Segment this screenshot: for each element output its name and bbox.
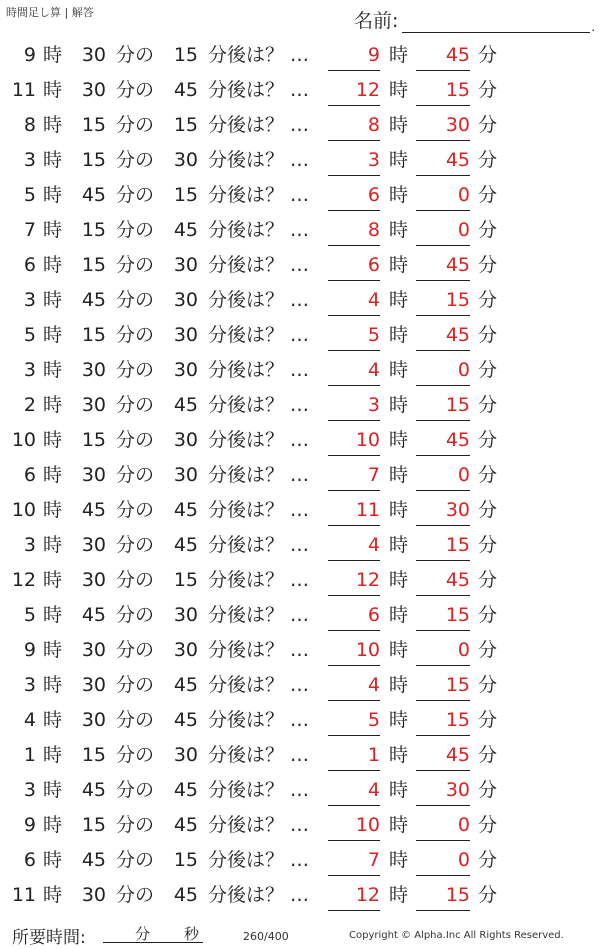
start-minute: 30: [81, 394, 106, 416]
start-minute: 15: [81, 814, 106, 836]
answer-minute-label: 分: [478, 534, 498, 556]
problem-row: [0, 493, 600, 528]
question-tail-label: 分後は？ …: [208, 149, 310, 171]
answer-hour[interactable]: 4: [328, 778, 380, 806]
hour-label: 時: [43, 604, 63, 626]
question-tail-label: 分後は？ …: [208, 44, 310, 66]
answer-minute-label: 分: [478, 849, 498, 871]
question-tail-label: 分後は？ …: [208, 604, 310, 626]
answer-minute-label: 分: [478, 779, 498, 801]
question-tail-label: 分後は？ …: [208, 79, 310, 101]
question-tail-label: 分後は？ …: [208, 744, 310, 766]
start-minute: 45: [81, 499, 106, 521]
answer-hour-label: 時: [389, 499, 409, 521]
question-tail-label: 分後は？ …: [208, 464, 310, 486]
problem-row: [0, 598, 600, 633]
answer-hour[interactable]: 5: [328, 708, 380, 736]
hour-label: 時: [43, 849, 63, 871]
answer-hour[interactable]: 10: [328, 638, 380, 666]
added-minutes: 45: [173, 814, 198, 836]
answer-hour-label: 時: [389, 534, 409, 556]
added-minutes: 15: [173, 114, 198, 136]
answer-minute[interactable]: 45: [416, 568, 470, 596]
start-hour: 11: [11, 884, 36, 906]
answer-hour[interactable]: 12: [328, 568, 380, 596]
answer-minute[interactable]: 15: [416, 603, 470, 631]
answer-minute[interactable]: 0: [416, 848, 470, 876]
elapsed-seconds-unit: 秒: [184, 925, 200, 943]
answer-minute[interactable]: 0: [416, 638, 470, 666]
minute-of-label: 分の: [116, 394, 155, 416]
start-hour: 3: [23, 674, 36, 696]
answer-minute-label: 分: [478, 254, 498, 276]
answer-minute-label: 分: [478, 814, 498, 836]
start-minute: 45: [81, 289, 106, 311]
answer-minute-label: 分: [478, 79, 498, 101]
start-hour: 3: [23, 534, 36, 556]
answer-hour[interactable]: 5: [328, 323, 380, 351]
start-minute: 45: [81, 604, 106, 626]
answer-hour-label: 時: [389, 744, 409, 766]
question-tail-label: 分後は？ …: [208, 324, 310, 346]
minute-of-label: 分の: [116, 814, 155, 836]
minute-of-label: 分の: [116, 884, 155, 906]
answer-minute-label: 分: [478, 324, 498, 346]
start-hour: 7: [23, 219, 36, 241]
worksheet-title: 時間足し算 | 解答: [6, 6, 94, 19]
hour-label: 時: [43, 184, 63, 206]
added-minutes: 30: [173, 639, 198, 661]
added-minutes: 45: [173, 779, 198, 801]
answer-minute[interactable]: 15: [416, 533, 470, 561]
added-minutes: 30: [173, 289, 198, 311]
start-hour: 8: [23, 114, 36, 136]
problem-row: [0, 318, 600, 353]
answer-hour[interactable]: 9: [328, 43, 380, 71]
answer-hour-label: 時: [389, 289, 409, 311]
added-minutes: 45: [173, 884, 198, 906]
added-minutes: 45: [173, 534, 198, 556]
answer-hour-label: 時: [389, 184, 409, 206]
answer-minute[interactable]: 0: [416, 183, 470, 211]
minute-of-label: 分の: [116, 499, 155, 521]
answer-minute[interactable]: 15: [416, 708, 470, 736]
problem-row: [0, 528, 600, 563]
question-tail-label: 分後は？ …: [208, 849, 310, 871]
start-hour: 5: [23, 324, 36, 346]
answer-minute-label: 分: [478, 464, 498, 486]
minute-of-label: 分の: [116, 464, 155, 486]
problem-row: [0, 423, 600, 458]
question-tail-label: 分後は？ …: [208, 674, 310, 696]
start-hour: 3: [23, 289, 36, 311]
start-hour: 3: [23, 779, 36, 801]
answer-minute[interactable]: 45: [416, 323, 470, 351]
question-tail-label: 分後は？ …: [208, 569, 310, 591]
question-tail-label: 分後は？ …: [208, 779, 310, 801]
minute-of-label: 分の: [116, 289, 155, 311]
question-tail-label: 分後は？ …: [208, 394, 310, 416]
answer-minute[interactable]: 45: [416, 743, 470, 771]
answer-hour-label: 時: [389, 359, 409, 381]
added-minutes: 30: [173, 464, 198, 486]
answer-hour-label: 時: [389, 884, 409, 906]
start-minute: 30: [81, 709, 106, 731]
added-minutes: 30: [173, 429, 198, 451]
start-hour: 6: [23, 849, 36, 871]
hour-label: 時: [43, 359, 63, 381]
problem-row: [0, 353, 600, 388]
answer-hour-label: 時: [389, 639, 409, 661]
start-minute: 15: [81, 744, 106, 766]
answer-minute[interactable]: 0: [416, 463, 470, 491]
start-hour: 6: [23, 254, 36, 276]
answer-hour-label: 時: [389, 44, 409, 66]
answer-hour-label: 時: [389, 604, 409, 626]
start-hour: 5: [23, 604, 36, 626]
answer-minute-label: 分: [478, 289, 498, 311]
answer-minute[interactable]: 0: [416, 358, 470, 386]
problem-row: [0, 248, 600, 283]
start-minute: 30: [81, 359, 106, 381]
answer-hour-label: 時: [389, 709, 409, 731]
answer-hour[interactable]: 3: [328, 148, 380, 176]
answer-hour-label: 時: [389, 79, 409, 101]
answer-hour[interactable]: 10: [328, 813, 380, 841]
added-minutes: 45: [173, 79, 198, 101]
hour-label: 時: [43, 534, 63, 556]
minute-of-label: 分の: [116, 534, 155, 556]
answer-minute[interactable]: 15: [416, 78, 470, 106]
start-minute: 15: [81, 219, 106, 241]
answer-hour-label: 時: [389, 779, 409, 801]
answer-minute[interactable]: 15: [416, 288, 470, 316]
answer-hour-label: 時: [389, 674, 409, 696]
start-minute: 15: [81, 114, 106, 136]
question-tail-label: 分後は？ …: [208, 359, 310, 381]
answer-hour-label: 時: [389, 569, 409, 591]
hour-label: 時: [43, 569, 63, 591]
answer-minute[interactable]: 45: [416, 148, 470, 176]
question-tail-label: 分後は？ …: [208, 499, 310, 521]
answer-minute[interactable]: 30: [416, 113, 470, 141]
question-tail-label: 分後は？ …: [208, 219, 310, 241]
start-hour: 10: [11, 429, 36, 451]
hour-label: 時: [43, 114, 63, 136]
answer-hour[interactable]: 1: [328, 743, 380, 771]
question-tail-label: 分後は？ …: [208, 254, 310, 276]
answer-minute-label: 分: [478, 114, 498, 136]
minute-of-label: 分の: [116, 219, 155, 241]
start-hour: 3: [23, 149, 36, 171]
answer-hour-label: 時: [389, 149, 409, 171]
minute-of-label: 分の: [116, 114, 155, 136]
answer-minute-label: 分: [478, 744, 498, 766]
hour-label: 時: [43, 744, 63, 766]
start-minute: 30: [81, 674, 106, 696]
answer-minute-label: 分: [478, 884, 498, 906]
start-minute: 45: [81, 849, 106, 871]
footer: [0, 920, 600, 949]
added-minutes: 15: [173, 184, 198, 206]
minute-of-label: 分の: [116, 569, 155, 591]
minute-of-label: 分の: [116, 709, 155, 731]
start-hour: 9: [23, 814, 36, 836]
start-minute: 45: [81, 779, 106, 801]
minute-of-label: 分の: [116, 184, 155, 206]
minute-of-label: 分の: [116, 849, 155, 871]
problem-row: [0, 563, 600, 598]
hour-label: 時: [43, 254, 63, 276]
answer-hour[interactable]: 11: [328, 498, 380, 526]
minute-of-label: 分の: [116, 79, 155, 101]
answer-minute[interactable]: 45: [416, 43, 470, 71]
start-hour: 11: [11, 79, 36, 101]
problem-row: [0, 38, 600, 73]
answer-hour-label: 時: [389, 849, 409, 871]
answer-hour-label: 時: [389, 429, 409, 451]
start-minute: 15: [81, 254, 106, 276]
answer-hour-label: 時: [389, 254, 409, 276]
hour-label: 時: [43, 709, 63, 731]
added-minutes: 45: [173, 394, 198, 416]
answer-hour[interactable]: 4: [328, 673, 380, 701]
answer-hour[interactable]: 4: [328, 288, 380, 316]
start-minute: 45: [81, 184, 106, 206]
added-minutes: 30: [173, 359, 198, 381]
answer-hour-label: 時: [389, 219, 409, 241]
hour-label: 時: [43, 779, 63, 801]
problem-row: [0, 808, 600, 843]
minute-of-label: 分の: [116, 779, 155, 801]
hour-label: 時: [43, 394, 63, 416]
problem-row: [0, 178, 600, 213]
start-hour: 6: [23, 464, 36, 486]
answer-hour[interactable]: 10: [328, 428, 380, 456]
name-field-line[interactable]: [402, 12, 590, 33]
minute-of-label: 分の: [116, 639, 155, 661]
problem-row: [0, 388, 600, 423]
elapsed-time-label: 所要時間:: [12, 928, 86, 948]
problem-row: [0, 738, 600, 773]
question-tail-label: 分後は？ …: [208, 429, 310, 451]
problem-list: [0, 38, 600, 913]
answer-minute[interactable]: 30: [416, 778, 470, 806]
question-tail-label: 分後は？ …: [208, 884, 310, 906]
added-minutes: 15: [173, 569, 198, 591]
start-minute: 30: [81, 44, 106, 66]
answer-minute[interactable]: 30: [416, 498, 470, 526]
problem-row: [0, 143, 600, 178]
start-hour: 5: [23, 184, 36, 206]
added-minutes: 45: [173, 499, 198, 521]
answer-hour[interactable]: 6: [328, 183, 380, 211]
answer-minute[interactable]: 0: [416, 813, 470, 841]
hour-label: 時: [43, 289, 63, 311]
answer-minute[interactable]: 45: [416, 253, 470, 281]
question-tail-label: 分後は？ …: [208, 709, 310, 731]
added-minutes: 45: [173, 709, 198, 731]
answer-minute[interactable]: 0: [416, 218, 470, 246]
minute-of-label: 分の: [116, 254, 155, 276]
problem-row: [0, 773, 600, 808]
minute-of-label: 分の: [116, 44, 155, 66]
answer-hour[interactable]: 7: [328, 848, 380, 876]
answer-hour-label: 時: [389, 464, 409, 486]
added-minutes: 30: [173, 254, 198, 276]
hour-label: 時: [43, 324, 63, 346]
name-label: 名前:: [354, 10, 399, 32]
answer-minute-label: 分: [478, 149, 498, 171]
problem-row: [0, 843, 600, 878]
hour-label: 時: [43, 674, 63, 696]
start-minute: 30: [81, 464, 106, 486]
hour-label: 時: [43, 884, 63, 906]
answer-minute-label: 分: [478, 674, 498, 696]
name-block: [354, 6, 595, 33]
minute-of-label: 分の: [116, 604, 155, 626]
answer-minute-label: 分: [478, 44, 498, 66]
answer-minute-label: 分: [478, 499, 498, 521]
problem-row: [0, 283, 600, 318]
start-hour: 3: [23, 359, 36, 381]
question-tail-label: 分後は？ …: [208, 639, 310, 661]
answer-hour-label: 時: [389, 324, 409, 346]
hour-label: 時: [43, 814, 63, 836]
hour-label: 時: [43, 44, 63, 66]
added-minutes: 30: [173, 324, 198, 346]
answer-minute-label: 分: [478, 639, 498, 661]
answer-hour[interactable]: 6: [328, 253, 380, 281]
minute-of-label: 分の: [116, 149, 155, 171]
problem-row: [0, 668, 600, 703]
answer-minute-label: 分: [478, 359, 498, 381]
start-hour: 9: [23, 44, 36, 66]
answer-hour-label: 時: [389, 814, 409, 836]
start-hour: 12: [11, 569, 36, 591]
question-tail-label: 分後は？ …: [208, 184, 310, 206]
answer-hour-label: 時: [389, 394, 409, 416]
hour-label: 時: [43, 149, 63, 171]
hour-label: 時: [43, 79, 63, 101]
problem-row: [0, 703, 600, 738]
answer-hour[interactable]: 7: [328, 463, 380, 491]
question-tail-label: 分後は？ …: [208, 534, 310, 556]
answer-minute[interactable]: 15: [416, 673, 470, 701]
answer-hour[interactable]: 6: [328, 603, 380, 631]
added-minutes: 30: [173, 744, 198, 766]
problem-row: [0, 633, 600, 668]
hour-label: 時: [43, 219, 63, 241]
minute-of-label: 分の: [116, 324, 155, 346]
problem-row: [0, 213, 600, 248]
question-tail-label: 分後は？ …: [208, 114, 310, 136]
answer-hour[interactable]: 8: [328, 218, 380, 246]
start-hour: 9: [23, 639, 36, 661]
start-minute: 30: [81, 534, 106, 556]
minute-of-label: 分の: [116, 744, 155, 766]
answer-minute-label: 分: [478, 604, 498, 626]
answer-minute-label: 分: [478, 429, 498, 451]
added-minutes: 45: [173, 219, 198, 241]
answer-hour[interactable]: 8: [328, 113, 380, 141]
added-minutes: 30: [173, 604, 198, 626]
page-number: 260/400: [243, 930, 289, 943]
answer-minute-label: 分: [478, 394, 498, 416]
copyright-notice: Copyright © Alpha.Inc All Rights Reserved.: [349, 930, 564, 941]
hour-label: 時: [43, 464, 63, 486]
added-minutes: 30: [173, 149, 198, 171]
start-minute: 15: [81, 324, 106, 346]
answer-minute[interactable]: 15: [416, 883, 470, 911]
name-line-end-dot: .: [591, 20, 596, 34]
start-minute: 15: [81, 429, 106, 451]
answer-hour-label: 時: [389, 114, 409, 136]
problem-row: [0, 108, 600, 143]
answer-minute-label: 分: [478, 709, 498, 731]
problem-row: [0, 458, 600, 493]
problem-row: [0, 878, 600, 913]
start-minute: 30: [81, 884, 106, 906]
start-minute: 15: [81, 149, 106, 171]
answer-hour[interactable]: 12: [328, 883, 380, 911]
hour-label: 時: [43, 639, 63, 661]
added-minutes: 15: [173, 44, 198, 66]
question-tail-label: 分後は？ …: [208, 289, 310, 311]
answer-hour[interactable]: 12: [328, 78, 380, 106]
minute-of-label: 分の: [116, 674, 155, 696]
answer-minute-label: 分: [478, 219, 498, 241]
answer-minute-label: 分: [478, 569, 498, 591]
answer-hour[interactable]: 4: [328, 533, 380, 561]
minute-of-label: 分の: [116, 359, 155, 381]
hour-label: 時: [43, 499, 63, 521]
added-minutes: 45: [173, 674, 198, 696]
elapsed-minutes-unit: 分: [135, 925, 151, 943]
start-hour: 4: [23, 709, 36, 731]
answer-hour[interactable]: 3: [328, 393, 380, 421]
start-hour: 10: [11, 499, 36, 521]
added-minutes: 15: [173, 849, 198, 871]
question-tail-label: 分後は？ …: [208, 814, 310, 836]
answer-minute[interactable]: 15: [416, 393, 470, 421]
answer-hour[interactable]: 4: [328, 358, 380, 386]
start-hour: 2: [23, 394, 36, 416]
start-minute: 30: [81, 639, 106, 661]
answer-minute[interactable]: 45: [416, 428, 470, 456]
start-minute: 30: [81, 569, 106, 591]
start-minute: 30: [81, 79, 106, 101]
start-hour: 1: [23, 744, 36, 766]
hour-label: 時: [43, 429, 63, 451]
answer-minute-label: 分: [478, 184, 498, 206]
minute-of-label: 分の: [116, 429, 155, 451]
problem-row: [0, 73, 600, 108]
